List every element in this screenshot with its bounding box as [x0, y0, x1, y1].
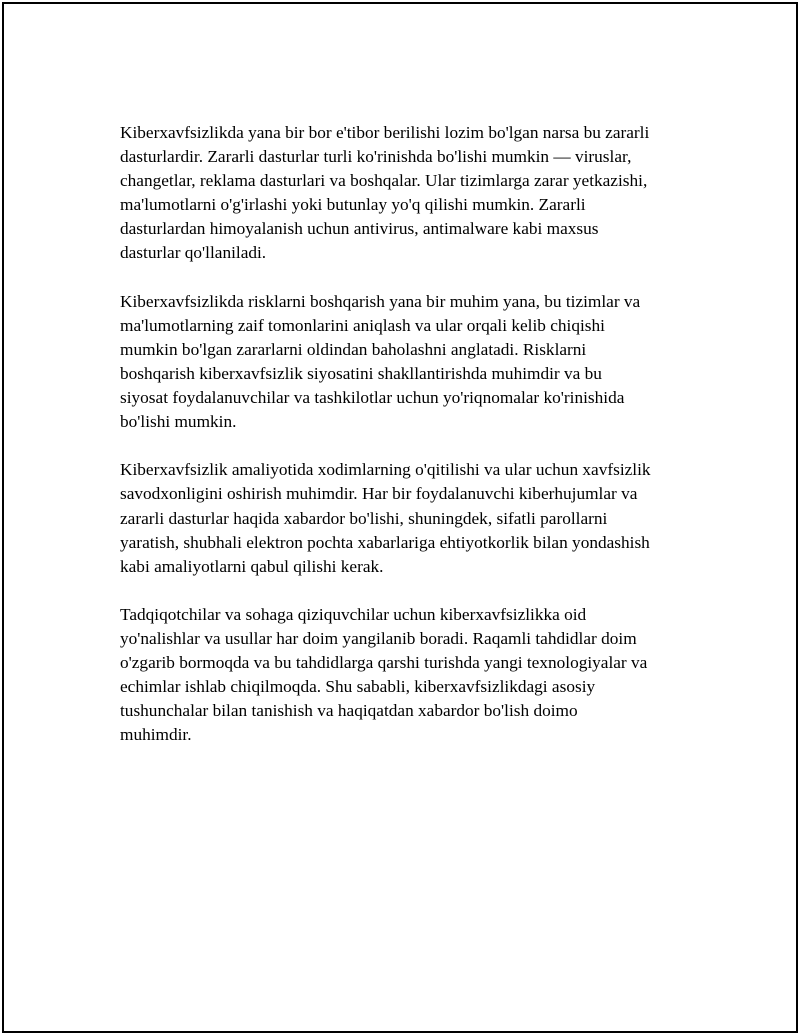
text-line: savodxonligini oshirish muhimdir. Har bir foydalanuvchi kiberhujumlar va	[120, 484, 638, 504]
text-line: yaratish, shubhali elektron pochta xabarlariga ehtiyotkorlik bilan yondashish	[120, 532, 650, 552]
paragraph-malware	[120, 121, 700, 266]
text-line: bo'lishi mumkin.	[120, 412, 237, 432]
text-line: Tadqiqotchilar va sohaga qiziquvchilar uchun kiberxavfsizlikka oid	[120, 604, 587, 624]
text-line: mumkin bo'lgan zararlarni oldindan baholashni anglatadi. Risklarni	[120, 339, 587, 359]
text-line: Kiberxavfsizlik amaliyotida xodimlarning o'qitilishi va ular uchun xavfsizlik	[120, 460, 651, 480]
text-line: yo'nalishlar va usullar har doim yangilanib boradi. Raqamli tahdidlar doim	[120, 628, 637, 648]
text-line: zararli dasturlar haqida xabardor bo'lishi, shuningdek, sifatli parollarni	[120, 508, 608, 528]
text-line: kabi amaliyotlarni qabul qilishi kerak.	[120, 556, 384, 576]
paragraph-risk-management	[120, 290, 700, 435]
text-line: Kiberxavfsizlikda risklarni boshqarish yana bir muhim yana, bu tizimlar va	[120, 291, 641, 311]
text-line: boshqarish kiberxavfsizlik siyosatini shakllantirishda muhimdir va bu	[120, 363, 602, 383]
text-line: siyosat foydalanuvchilar va tashkilotlar uchun yo'riqnomalar ko'rinishida	[120, 388, 625, 408]
paragraph-staff-training	[120, 458, 700, 578]
document-page	[2, 2, 798, 1033]
paragraph-research-trends	[120, 603, 700, 748]
text-line: Kiberxavfsizlikda yana bir bor e'tibor berilishi lozim bo'lgan narsa bu zararli	[120, 123, 650, 142]
text-line: tushunchalar bilan tanishish va haqiqatdan xabardor bo'lish doimo	[120, 701, 578, 721]
text-line: ma'lumotlarning zaif tomonlarini aniqlash va ular orqali kelib chiqishi	[120, 315, 605, 335]
text-line: dasturlardan himoyalanish uchun antivirus, antimalware kabi maxsus	[120, 219, 599, 239]
text-line: dasturlar qo'llaniladi.	[120, 243, 267, 263]
text-line: dasturlardir. Zararli dasturlar turli ko'rinishda bo'lishi mumkin — viruslar,	[120, 147, 632, 167]
document-body	[120, 121, 700, 772]
text-line: muhimdir.	[120, 725, 192, 745]
text-line: o'zgarib bormoqda va bu tahdidlarga qarshi turishda yangi texnologiyalar va	[120, 653, 648, 673]
text-line: ma'lumotlarni o'g'irlashi yoki butunlay yo'q qilishi mumkin. Zararli	[120, 195, 586, 215]
text-line: echimlar ishlab chiqilmoqda. Shu sababli, kiberxavfsizlikdagi asosiy	[120, 677, 596, 697]
text-line: changetlar, reklama dasturlari va boshqalar. Ular tizimlarga zarar yetkazishi,	[120, 171, 648, 191]
